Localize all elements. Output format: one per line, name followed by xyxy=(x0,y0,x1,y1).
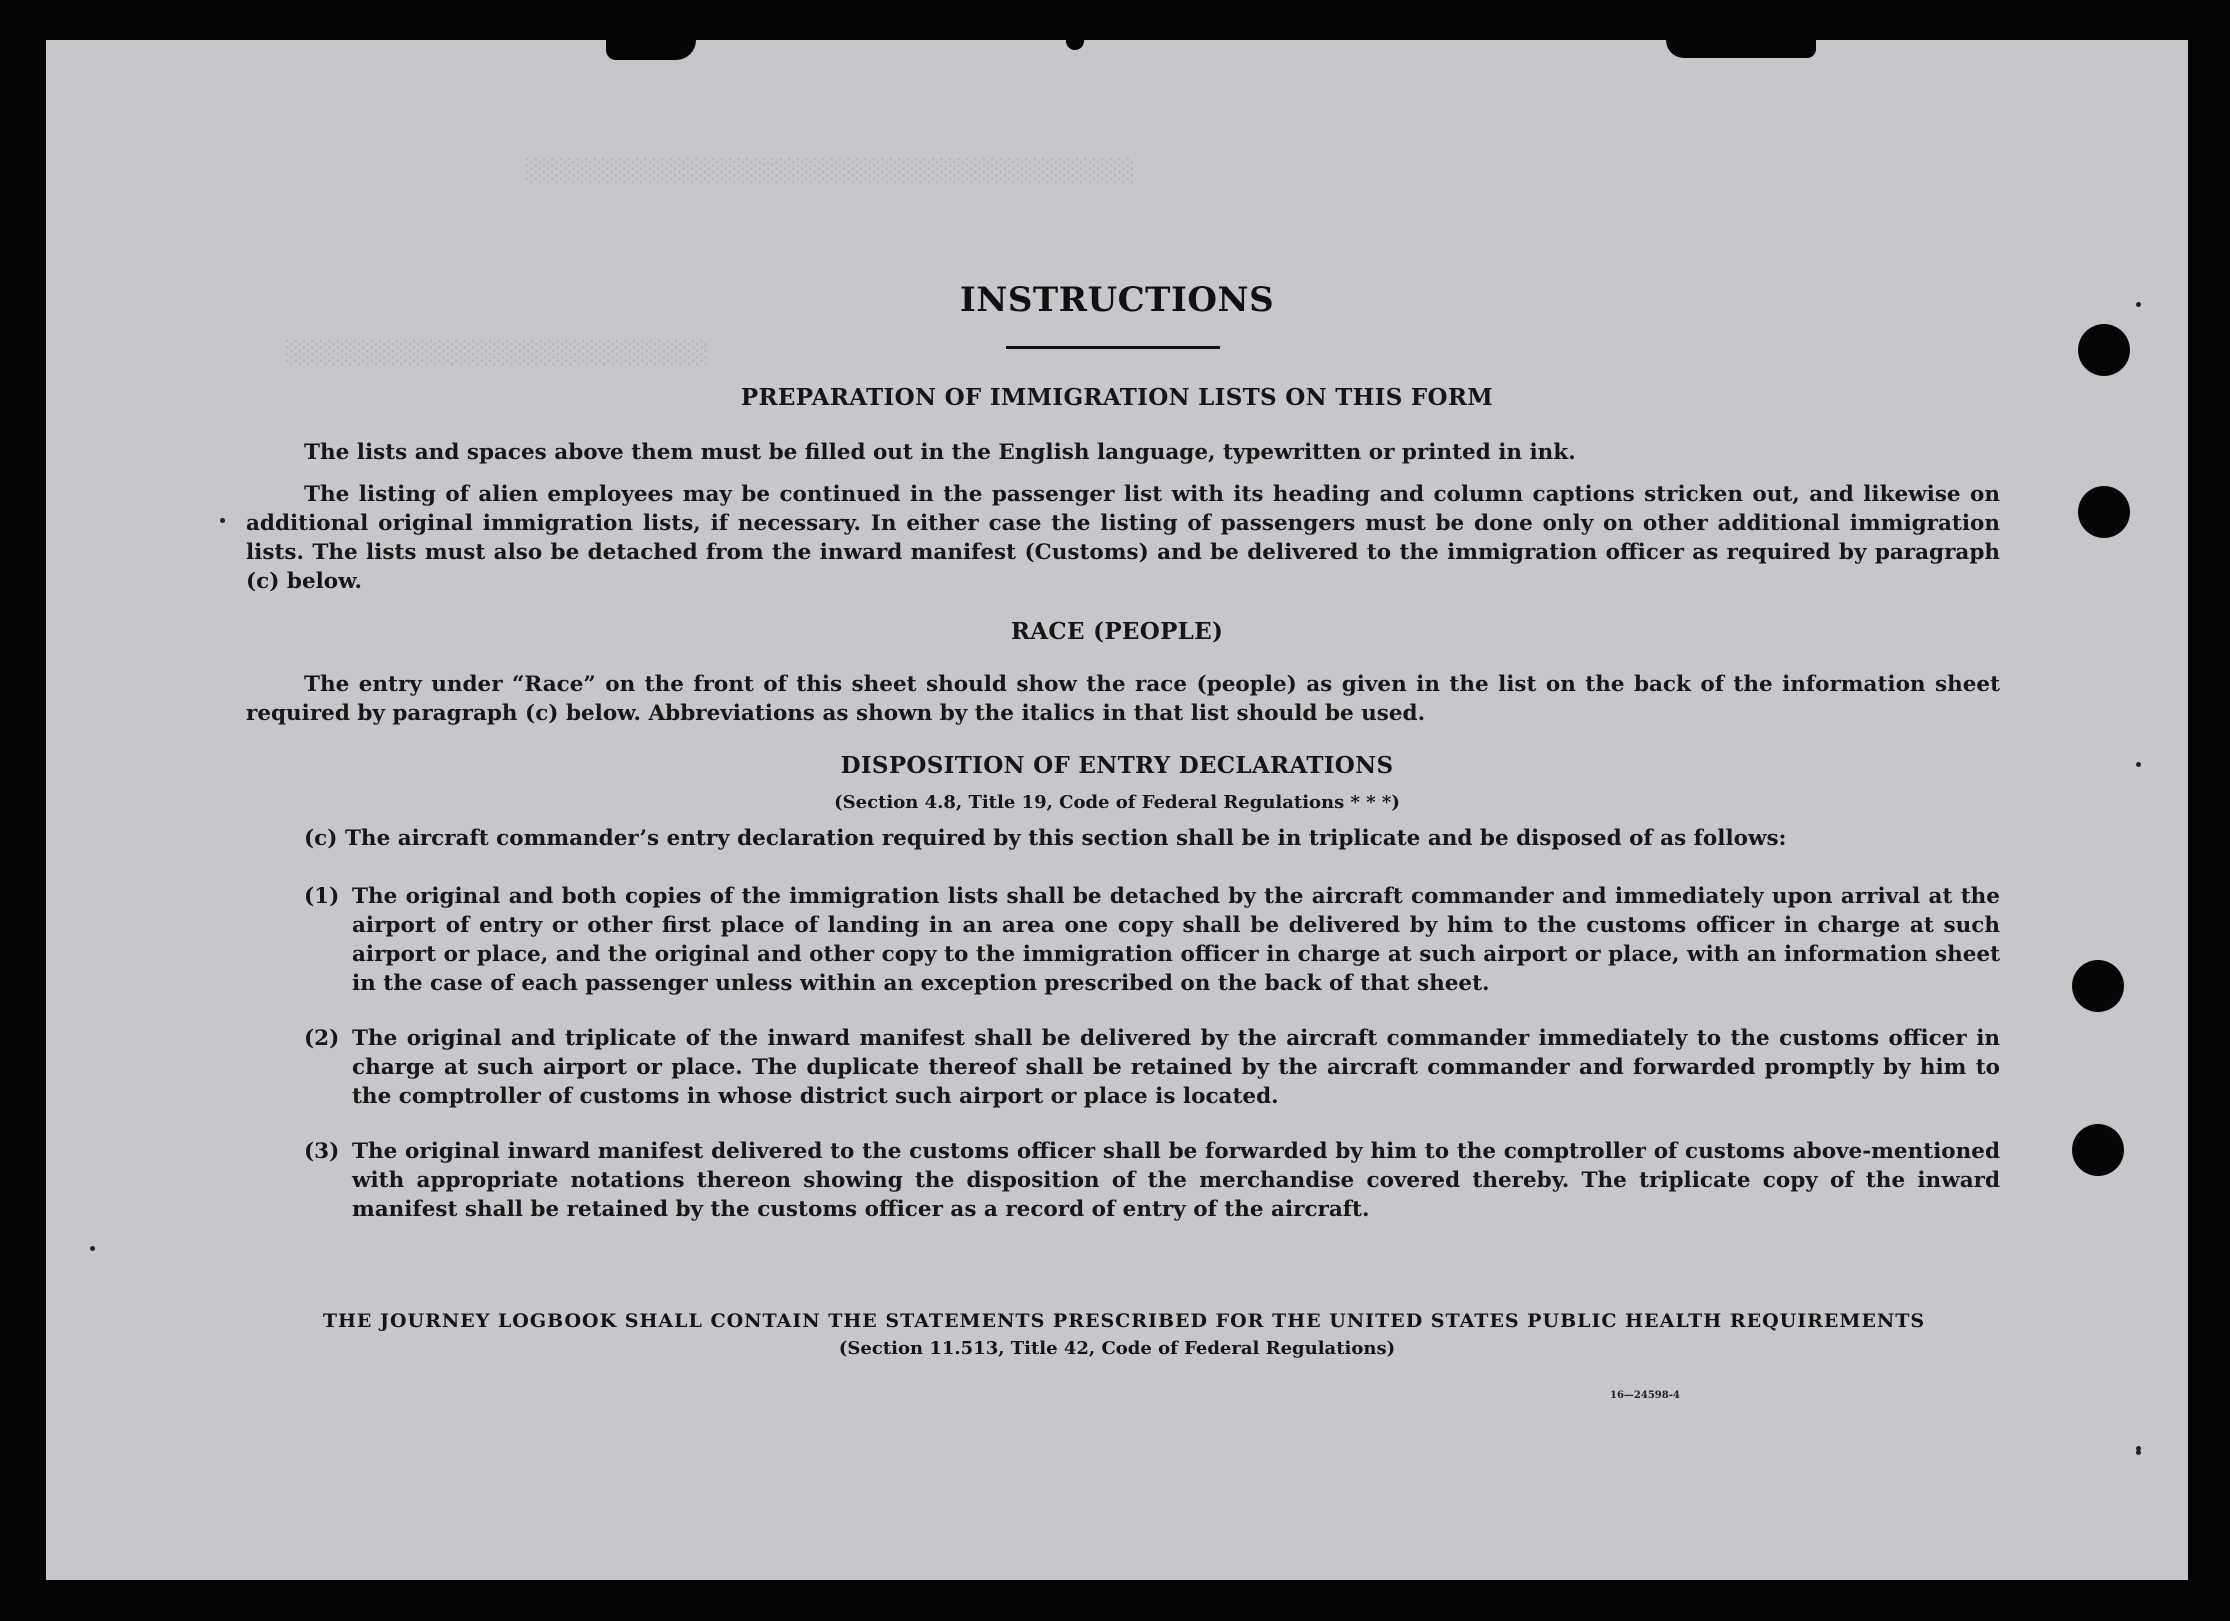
paragraph-c-text: The aircraft commander’s entry declaration required by this section shall be in triplicate and be disposed of as follows: xyxy=(344,826,1787,851)
paragraph-c xyxy=(304,824,2004,853)
punch-hole-icon xyxy=(2072,1124,2124,1176)
paragraph-label: (c) xyxy=(304,826,338,851)
list-item-number: (1) xyxy=(304,884,340,909)
section-heading-disposition: DISPOSITION OF ENTRY DECLARATIONS xyxy=(840,752,1394,779)
speck xyxy=(90,1246,95,1251)
punch-hole-icon xyxy=(2078,324,2130,376)
list-item-text: The original and triplicate of the inward manifest shall be delivered by the aircraft commander immediately to the customs officer in charge at such airport or place. The duplicate thereof shall be retained by the aircraft commander and forwarded promptly by him to the comptroller of customs in whose district such airport or place is located. xyxy=(352,1026,2000,1109)
list-item xyxy=(304,882,2000,998)
punch-hole-icon xyxy=(2078,486,2130,538)
bleed-through-text: ░░░░░░░░░░░░░░░░░░░░░░░░░ xyxy=(286,340,709,366)
form-number: 16—24598-4 xyxy=(1610,1390,1680,1401)
list-item xyxy=(304,1137,2000,1224)
speck xyxy=(2136,1446,2141,1451)
torn-edge xyxy=(1666,40,1816,58)
list-item-number: (2) xyxy=(304,1026,340,1051)
title-rule xyxy=(1006,346,1220,349)
public-health-citation: (Section 11.513, Title 42, Code of Federal Regulations) xyxy=(838,1338,1396,1359)
section-heading-race: RACE (PEOPLE) xyxy=(1010,618,1224,645)
public-health-statement: THE JOURNEY LOGBOOK SHALL CONTAIN THE STATEMENTS PRESCRIBED FOR THE UNITED STATES PUBLIC HEALTH REQUIREMENTS xyxy=(322,1310,1926,1332)
section-citation: (Section 4.8, Title 19, Code of Federal Regulations * * *) xyxy=(834,792,1400,813)
paragraph-race-entry: The entry under “Race” on the front of this sheet should show the race (people) as given in the list on the back of the information sheet required by paragraph (c) below. Abbreviations as shown by the italics in that list should be used. xyxy=(246,672,2000,726)
paragraph-alien-employees: The listing of alien employees may be continued in the passenger list with its heading and column captions stricken out, and likewise on additional original immigration lists, if necessary. In either case the listing of passengers must be done only on other additional immigration lists. The lists must also be detached from the inward manifest (Customs) and be delivered to the immigration officer as required by paragraph (c) below. xyxy=(246,482,2000,594)
document-title: INSTRUCTIONS xyxy=(959,280,1275,320)
document-page xyxy=(46,40,2188,1580)
torn-edge xyxy=(1066,40,1084,50)
list-item-text: The original and both copies of the immigration lists shall be detached by the aircraft commander and immediately upon arrival at the airport of entry or other first place of landing in an area one copy shall be delivered by him to the customs officer in charge at such airport or place, and the original and other copy to the immigration officer in charge at such airport or place, with an information sheet in the case of each passenger unless within an exception prescribed on the back of that sheet. xyxy=(352,884,2000,996)
bleed-through-text: ░░░░░░░░░░░░░░░░░░░░░░░░░░░░░░░░░░░░ xyxy=(526,158,1136,184)
punch-hole-icon xyxy=(2072,960,2124,1012)
list-item xyxy=(304,1024,2000,1111)
list-item-text: The original inward manifest delivered to the customs officer shall be forwarded by him to the comptroller of customs above-mentioned with appropriate notations thereon showing the disposition of the merchandise covered thereby. The triplicate copy of the inward manifest shall be retained by the customs officer as a record of entry of the aircraft. xyxy=(352,1139,2000,1222)
list-item-number: (3) xyxy=(304,1139,340,1164)
speck xyxy=(220,518,225,523)
paragraph-lists-language: The lists and spaces above them must be filled out in the English language, typewritten or printed in ink. xyxy=(304,440,1576,465)
section-heading-preparation: PREPARATION OF IMMIGRATION LISTS ON THIS FORM xyxy=(740,384,1494,411)
torn-edge xyxy=(606,40,696,60)
